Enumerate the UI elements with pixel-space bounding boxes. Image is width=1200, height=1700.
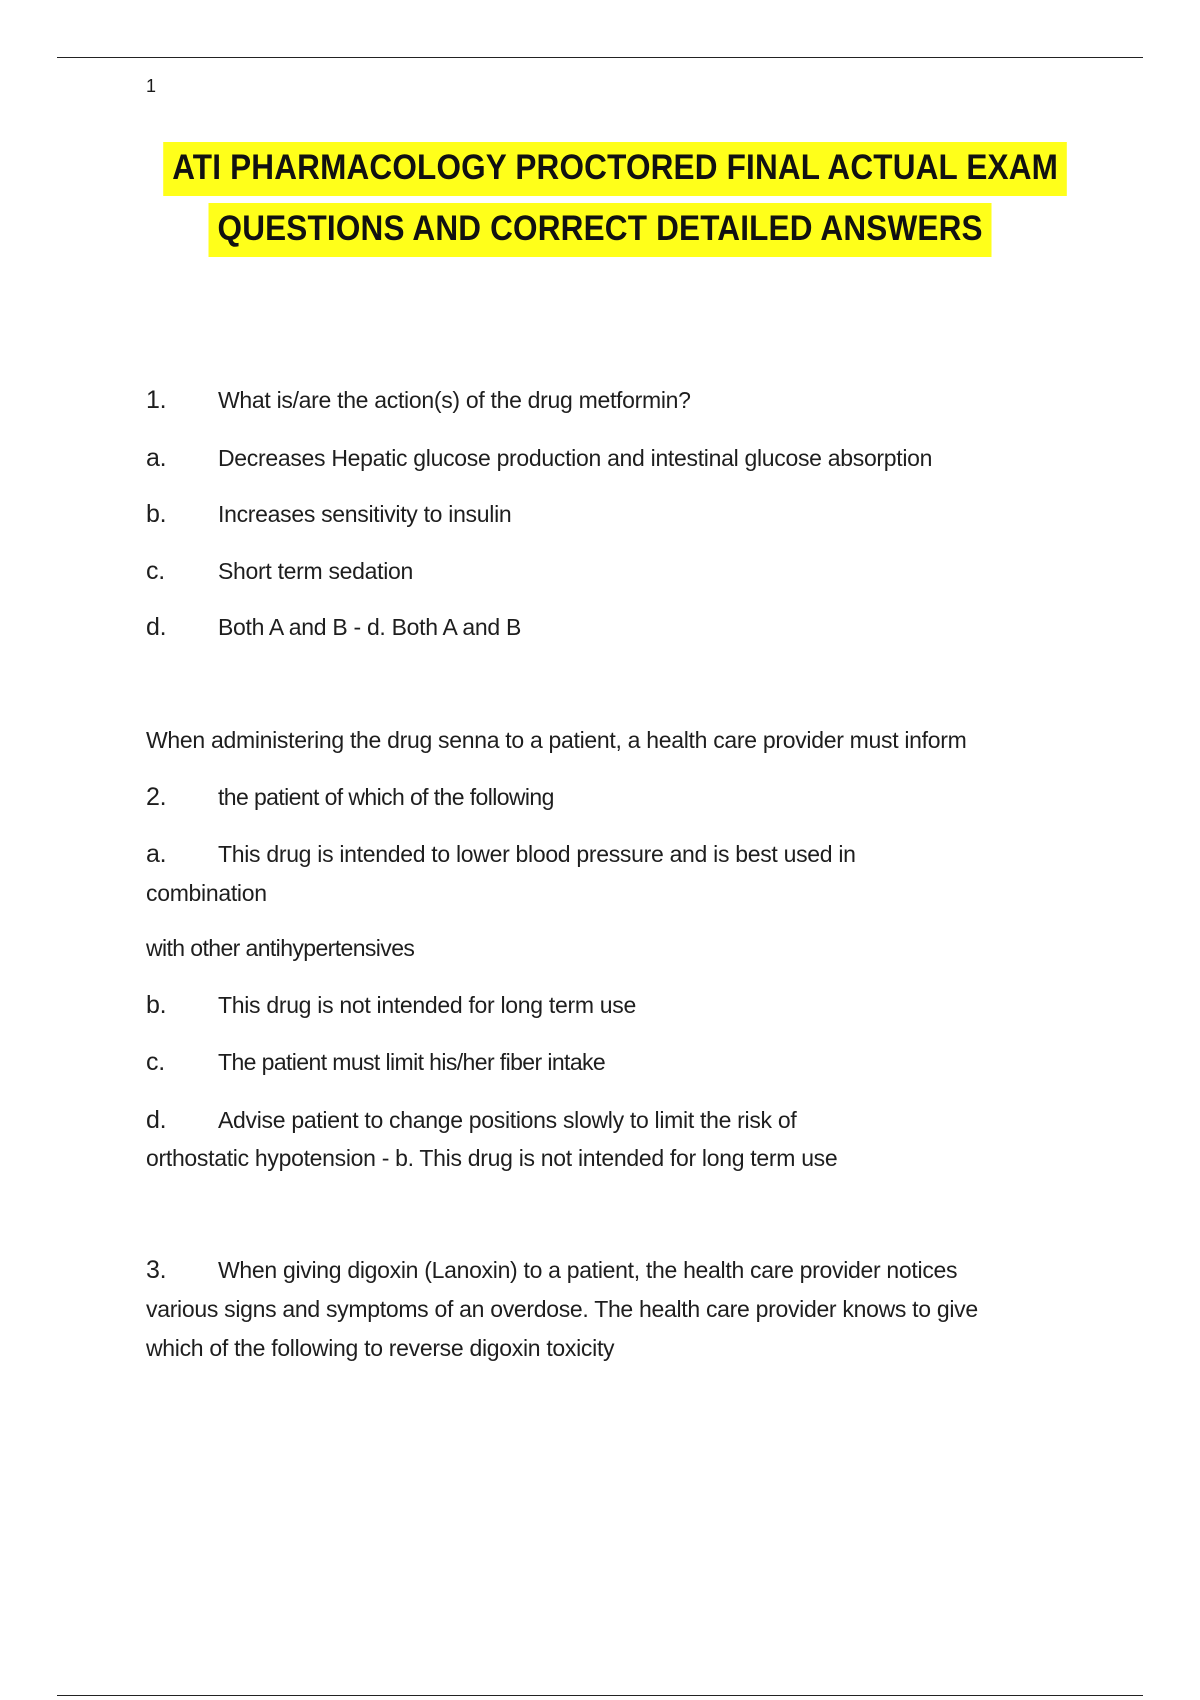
question-3-continued-2: which of the following to reverse digoxin toxicity <box>146 1335 615 1361</box>
option-letter: b. <box>146 500 167 528</box>
bottom-rule <box>57 1695 1143 1696</box>
option-letter: a. <box>146 840 167 868</box>
q1-option-c <box>146 557 413 586</box>
q1-option-d <box>146 613 521 642</box>
option-text: Short term sedation <box>218 558 414 584</box>
question-2 <box>146 783 554 812</box>
q1-option-b <box>146 500 511 529</box>
question-text: the patient of which of the following <box>218 784 554 810</box>
question-number: 3. <box>146 1256 167 1284</box>
option-letter: c. <box>146 1048 165 1076</box>
option-text: The patient must limit his/her fiber intake <box>218 1049 606 1075</box>
q2-option-d-continued: orthostatic hypotension - b. This drug is not intended for long term use <box>146 1145 838 1171</box>
question-number: 1. <box>146 386 167 414</box>
q2-option-a-continued-2: with other antihypertensives <box>146 935 415 961</box>
option-letter: b. <box>146 991 167 1019</box>
q1-option-a <box>146 444 932 473</box>
title-line-2: QUESTIONS AND CORRECT DETAILED ANSWERS <box>208 203 991 257</box>
top-rule <box>57 57 1143 58</box>
question-3-continued: various signs and symptoms of an overdose. The health care provider knows to give <box>146 1296 978 1322</box>
q2-option-d <box>146 1106 796 1135</box>
question-3 <box>146 1256 957 1285</box>
option-letter: a. <box>146 444 167 472</box>
question-text: When giving digoxin (Lanoxin) to a patient, the health care provider notices <box>218 1257 958 1283</box>
option-text: Both A and B - d. Both A and B <box>218 614 522 640</box>
title-line-1: ATI PHARMACOLOGY PROCTORED FINAL ACTUAL EXAM <box>163 142 1067 196</box>
option-text: This drug is not intended for long term use <box>218 992 636 1018</box>
option-letter: c. <box>146 557 165 585</box>
option-text: Advise patient to change positions slowly to limit the risk of <box>218 1107 797 1133</box>
option-text: Increases sensitivity to insulin <box>218 501 512 527</box>
q2-option-b <box>146 991 636 1020</box>
question-text: What is/are the action(s) of the drug metformin? <box>218 387 691 413</box>
q2-option-c <box>146 1048 605 1077</box>
question-1 <box>146 386 691 415</box>
q2-intro: When administering the drug senna to a patient, a health care provider must inform <box>146 727 967 753</box>
question-number: 2. <box>146 783 167 811</box>
option-letter: d. <box>146 1106 167 1134</box>
q2-option-a-continued: combination <box>146 880 267 906</box>
page-number: 1 <box>146 76 157 96</box>
option-text: This drug is intended to lower blood pressure and is best used in <box>218 841 856 867</box>
option-letter: d. <box>146 613 167 641</box>
option-text: Decreases Hepatic glucose production and intestinal glucose absorption <box>218 445 933 471</box>
document-title <box>0 142 1200 264</box>
q2-option-a <box>146 840 856 869</box>
